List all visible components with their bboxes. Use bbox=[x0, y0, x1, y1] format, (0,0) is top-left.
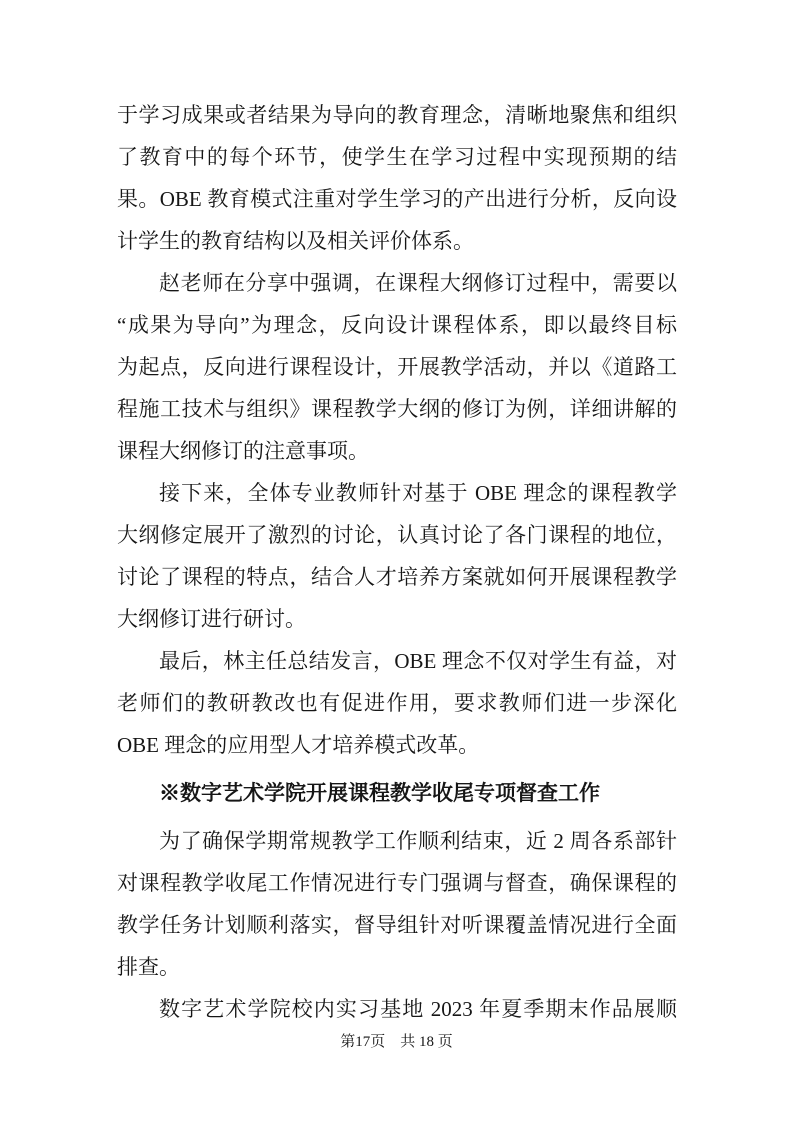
text-line: 讨论了课程的特点，结合人才培养方案就如何开展课程教学 bbox=[117, 565, 677, 589]
text-line: 大纲修定展开了激烈的讨论，认真讨论了各门课程的地位， bbox=[117, 523, 677, 547]
text-line: “成果为导向”为理念，反向设计课程体系，即以最终目标 bbox=[117, 313, 677, 337]
text-line: 了教育中的每个环节，使学生在学习过程中实现预期的结 bbox=[117, 145, 677, 169]
paragraph-teachers-discussion bbox=[117, 472, 677, 640]
paragraph-semester-end-inspection bbox=[117, 820, 677, 988]
paragraph-teacher-zhao-sharing bbox=[117, 262, 677, 472]
text-line: 大纲修订进行研讨。 bbox=[117, 607, 306, 631]
paragraph-obe-concept-continued bbox=[117, 94, 677, 262]
text-line: 数字艺术学院校内实习基地 2023 年夏季期末作品展顺 bbox=[159, 997, 677, 1021]
text-line: 教学任务计划顺利落实，督导组针对听课覆盖情况进行全面 bbox=[117, 913, 677, 937]
text-line: 果。OBE 教育模式注重对学生学习的产出进行分析，反向设 bbox=[117, 187, 677, 211]
text-line: 赵老师在分享中强调，在课程大纲修订过程中，需要以 bbox=[159, 271, 677, 295]
document-body bbox=[117, 94, 677, 1030]
text-line: 课程大纲修订的注意事项。 bbox=[117, 439, 369, 463]
text-line: 于学习成果或者结果为导向的教育理念，清晰地聚焦和组织 bbox=[117, 103, 677, 127]
text-line: 为了确保学期常规教学工作顺利结束，近 2 周各系部针 bbox=[159, 829, 677, 853]
text-line: OBE 理念的应用型人才培养模式改革。 bbox=[117, 733, 480, 757]
paragraph-director-lin-summary bbox=[117, 640, 677, 766]
text-line: 最后，林主任总结发言，OBE 理念不仅对学生有益，对 bbox=[159, 649, 677, 673]
text-line: 接下来，全体专业教师针对基于 OBE 理念的课程教学 bbox=[159, 481, 677, 505]
text-line: 老师们的教研教改也有促进作用，要求教师们进一步深化 bbox=[117, 691, 677, 715]
text-line: 程施工技术与组织》课程教学大纲的修订为例，详细讲解的 bbox=[117, 397, 677, 421]
text-line: 计学生的教育结构以及相关评价体系。 bbox=[117, 229, 474, 253]
text-line: 为起点，反向进行课程设计，开展教学活动，并以《道路工 bbox=[117, 355, 677, 379]
section-heading-digital-art-inspection bbox=[117, 772, 677, 814]
paragraph-summer-exhibition bbox=[117, 988, 677, 1030]
heading-line: ※数字艺术学院开展课程教学收尾专项督查工作 bbox=[159, 781, 600, 805]
page-number-footer: 第17页 共 18 页 bbox=[340, 1034, 453, 1050]
text-line: 排查。 bbox=[117, 955, 180, 979]
text-line: 对课程教学收尾工作情况进行专门强调与督查，确保课程的 bbox=[117, 871, 677, 895]
